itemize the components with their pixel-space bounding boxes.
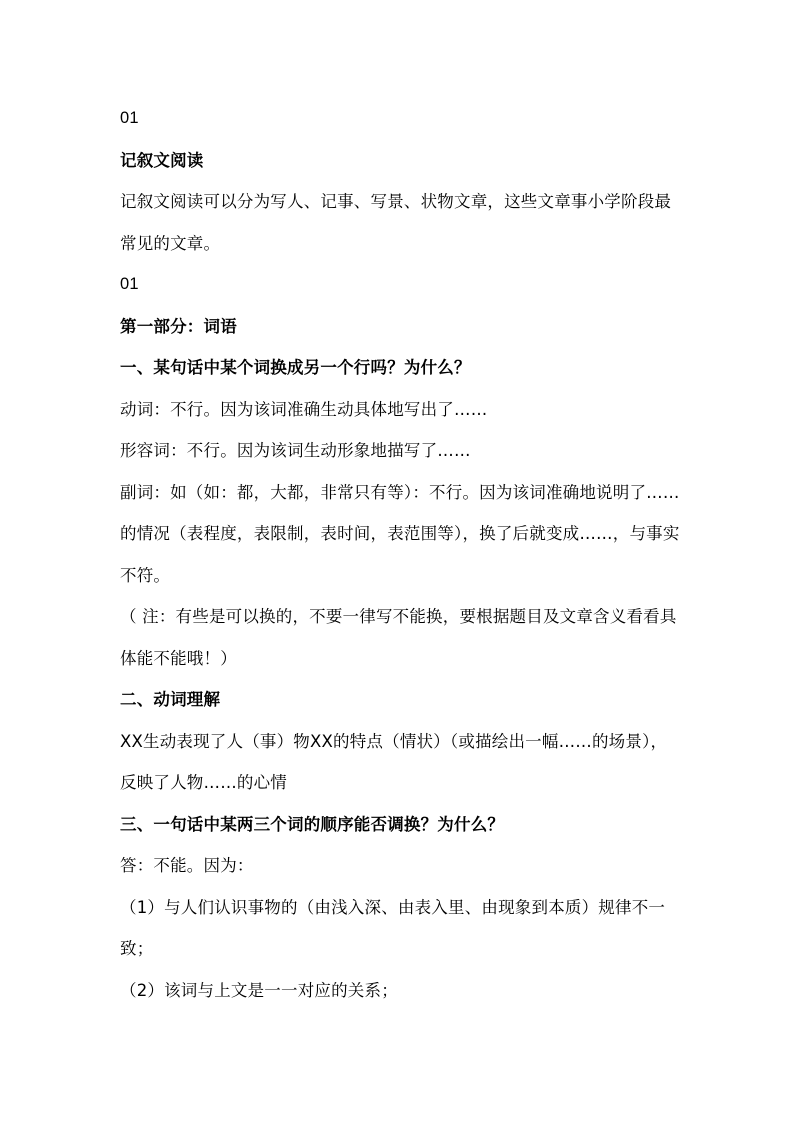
adverb-answer: 副词：如（如：都，大都，非常只有等）：不行。因为该词准确地说明了……的情况（表程度，表限制，表时间，表范围等），换了后就变成……，与事实不符。 [120, 482, 680, 585]
note-paragraph: （ 注：有些是可以换的，不要一律写不能换，要根据题目及文章含义看看具体能不能哦！） [120, 607, 677, 668]
verb-answer: 动词：不行。因为该词准确生动具体地写出了…… [120, 399, 488, 419]
document-page [120, 98, 680, 1011]
question-three-heading: 三、一句话中某两三个词的顺序能否调换？为什么？ [120, 814, 505, 834]
verb-understanding-paragraph: XX生动表现了人（事）物XX的特点（情状）（或描绘出一幅……的场景），反映了人物……的心情 [120, 731, 668, 792]
adjective-answer: 形容词：不行。因为该词生动形象地描写了…… [120, 441, 471, 460]
section-number: 01 [120, 109, 139, 127]
answer-point-one: （1）与人们认识事物的（由浅入深、由表入里、由现象到本质）规律不一致； [120, 897, 666, 958]
section-number: 01 [120, 275, 139, 293]
part-one-heading: 第一部分：词语 [120, 316, 237, 336]
question-two-heading: 二、动词理解 [120, 690, 221, 709]
question-one-heading: 一、某句话中某个词换成另一个行吗？为什么？ [120, 358, 471, 377]
intro-paragraph: 记叙文阅读可以分为写人、记事、写景、状物文章，这些文章事小学阶段最常见的文章。 [120, 192, 672, 253]
answer-point-two: （2）该词与上文是一一对应的关系； [120, 980, 398, 1000]
heading-narrative-reading: 记叙文阅读 [120, 150, 204, 170]
answer-lead: 答：不能。因为： [120, 856, 254, 875]
